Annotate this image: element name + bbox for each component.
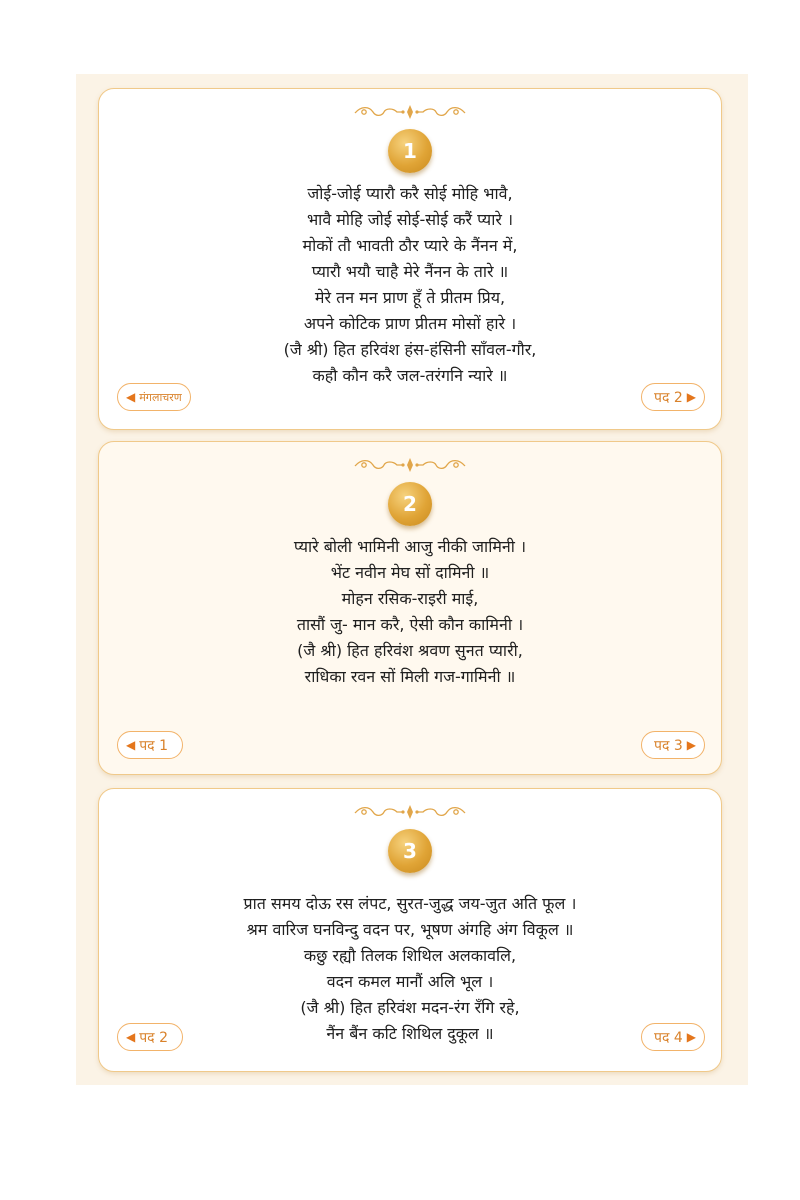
prev-pad-label: मंगलाचरण [139, 390, 182, 404]
verse-line: मोहन रसिक-राइरी माई, [341, 589, 479, 608]
pad-card-1 [98, 88, 722, 430]
verse-line: मोकों तौ भावती ठौर प्यारे के नैंनन में, [302, 236, 518, 255]
scroll-ornament-icon [351, 803, 469, 821]
next-pad-label: पद 2 [654, 389, 683, 406]
verse-line: जोई-जोई प्यारौ करै सोई मोहि भावै, [307, 184, 513, 203]
pad-number-badge: 1 [388, 129, 432, 173]
verse-line: प्यारौ भयौ चाहै मेरे नैंनन के तारे ॥ [311, 262, 509, 281]
verse-line: भेंट नवीन मेघ सों दामिनी ॥ [330, 563, 490, 582]
verse-line: तासौं जु- मान करै, ऐसी कौन कामिनी । [296, 615, 524, 634]
pad-card-3 [98, 788, 722, 1072]
verse-line: मेरे तन मन प्राण हूँ ते प्रीतम प्रिय, [314, 288, 506, 307]
scroll-ornament-icon [351, 103, 469, 121]
pad-number-badge: 3 [388, 829, 432, 873]
verse-text [99, 891, 721, 1047]
triangle-right-icon: ▶ [686, 1030, 696, 1044]
triangle-left-icon: ◀ [126, 390, 136, 404]
prev-pad-button[interactable] [117, 1023, 183, 1051]
next-pad-label: पद 4 [654, 1029, 683, 1046]
verse-line: राधिका रवन सों मिली गज-गामिनी ॥ [304, 667, 516, 686]
verse-line: प्रात समय दोऊ रस लंपट, सुरत-जुद्ध जय-जुत अति फूल । [243, 894, 577, 913]
prev-pad-button[interactable] [117, 731, 183, 759]
verse-text [99, 534, 721, 690]
verse-line: वदन कमल मानौं अलि भूल । [326, 972, 494, 991]
verse-line: श्रम वारिज घनविन्दु वदन पर, भूषण अंगहि अंग विकूल ॥ [246, 920, 574, 939]
next-pad-button[interactable] [641, 1023, 705, 1051]
triangle-left-icon: ◀ [126, 738, 136, 752]
verse-line: कहौ कौन करै जल-तरंगनि न्यारे ॥ [312, 366, 508, 385]
triangle-right-icon: ▶ [686, 390, 696, 404]
verse-line: (जै श्री) हित हरिवंश मदन-रंग रँगि रहे, [300, 998, 520, 1017]
verse-line: (जै श्री) हित हरिवंश हंस-हंसिनी साँवल-गौर, [283, 340, 537, 359]
prev-pad-button[interactable] [117, 383, 191, 411]
verse-line: नैंन बैंन कटि शिथिल दुकूल ॥ [326, 1024, 494, 1043]
verse-line: प्यारे बोली भामिनी आजु नीकी जामिनी । [293, 537, 527, 556]
next-pad-button[interactable] [641, 731, 705, 759]
verse-text [99, 181, 721, 389]
prev-pad-label: पद 2 [139, 1029, 168, 1046]
next-pad-button[interactable] [641, 383, 705, 411]
verse-line: (जै श्री) हित हरिवंश श्रवण सुनत प्यारी, [297, 641, 523, 660]
triangle-right-icon: ▶ [686, 738, 696, 752]
verse-line: कछु रह्यौ तिलक शिथिल अलकावलि, [303, 946, 517, 965]
next-pad-label: पद 3 [654, 737, 683, 754]
verse-line: भावै मोहि जोई सोई-सोई करैं प्यारे । [306, 210, 514, 229]
pad-card-2 [98, 441, 722, 775]
verse-line: अपने कोटिक प्राण प्रीतम मोसों हारे । [303, 314, 517, 333]
scroll-ornament-icon [351, 456, 469, 474]
pad-number-badge: 2 [388, 482, 432, 526]
page [76, 74, 748, 1085]
triangle-left-icon: ◀ [126, 1030, 136, 1044]
prev-pad-label: पद 1 [139, 737, 168, 754]
